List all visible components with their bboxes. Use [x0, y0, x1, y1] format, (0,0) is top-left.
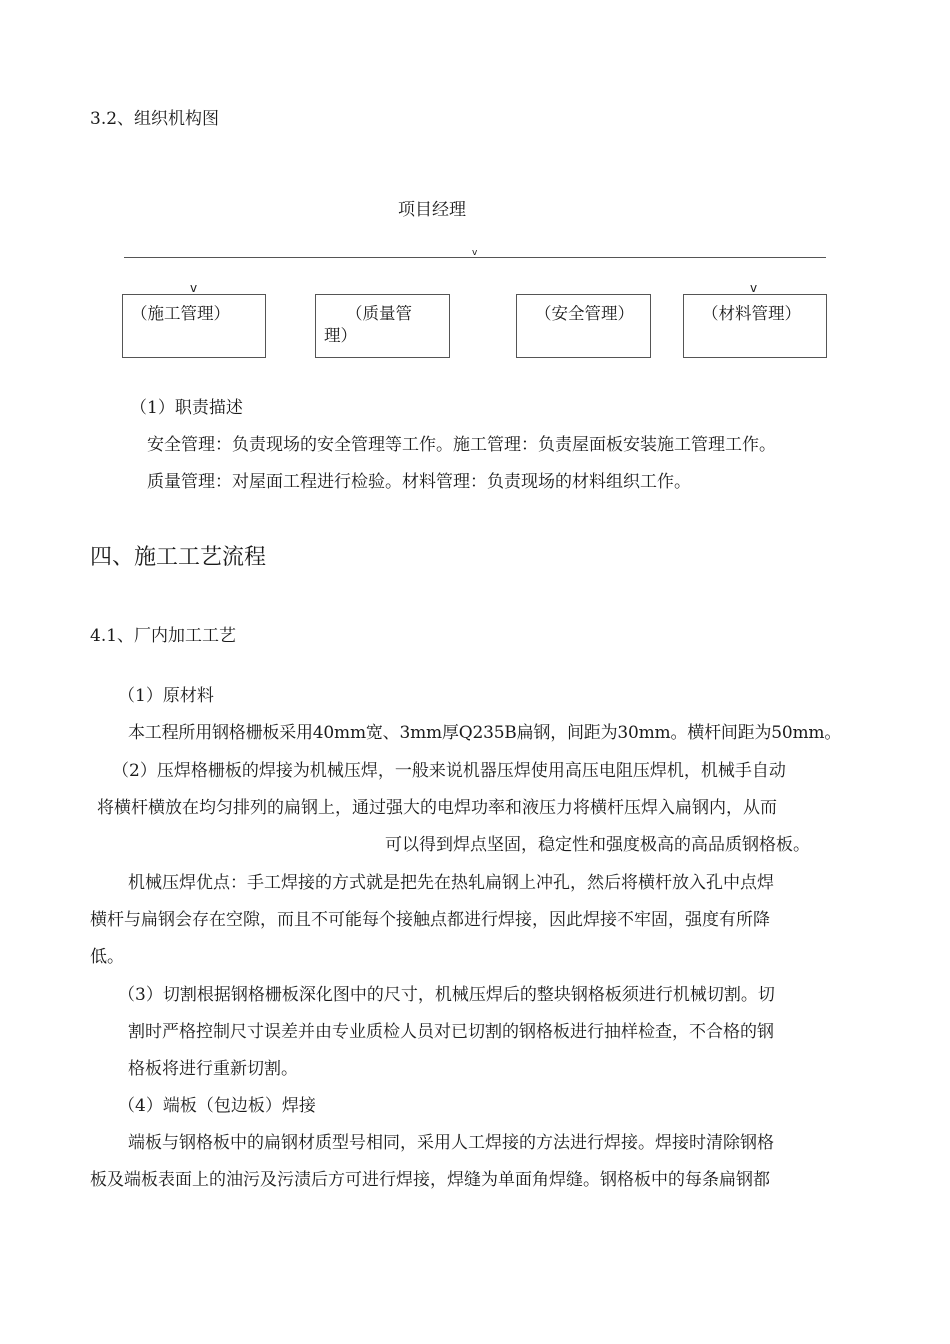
duties-line-1: 安全管理：负责现场的安全管理等工作。施工管理：负责屋面板安装施工管理工作。 [147, 435, 776, 455]
item3-line-1: （3）切割根据钢格栅板深化图中的尺寸，机械压焊后的整块钢格板须进行机械切割。切 [118, 985, 775, 1005]
org-arrow-right: v [750, 281, 758, 295]
item4-line-2: 板及端板表面上的油污及污渍后方可进行焊接，焊缝为单面角焊缝。钢格板中的每条扁钢都 [90, 1170, 770, 1190]
advantages-line-3: 低。 [90, 947, 124, 967]
item3-line-3: 格板将进行重新切割。 [128, 1059, 298, 1079]
org-top-label: 项目经理 [398, 200, 466, 220]
org-box-construction [122, 294, 266, 358]
org-box-construction-label: （施工管理） [131, 304, 230, 323]
item1-title: （1）原材料 [118, 686, 214, 706]
duties-line-2: 质量管理：对屋面工程进行检验。材料管理：负责现场的材料组织工作。 [147, 472, 691, 492]
item2-line-3: 可以得到焊点坚固，稳定性和强度极高的高品质钢格板。 [385, 835, 810, 855]
org-box-safety-label: （安全管理） [535, 304, 634, 323]
item4-title: （4）端板（包边板）焊接 [118, 1096, 316, 1116]
advantages-line-2: 横杆与扁钢会存在空隙，而且不可能每个接触点都进行焊接，因此焊接不牢固，强度有所降 [90, 910, 770, 930]
advantages-line-1: 机械压焊优点：手工焊接的方式就是把先在热轧扁钢上冲孔，然后将横杆放入孔中点焊 [128, 873, 774, 893]
item1-text: 本工程所用钢格栅板采用40mm宽、3mm厚Q235B扁钢，间距为30mm。横杆间距为50mm。 [128, 723, 842, 743]
org-arrow-left: v [190, 281, 198, 295]
org-top-arrow: v [472, 248, 478, 258]
org-box-materials [683, 294, 827, 358]
chapter-4-heading: 四、施工工艺流程 [90, 545, 267, 570]
org-connector-line [124, 257, 826, 258]
org-box-materials-label: （材料管理） [702, 304, 801, 323]
item2-line-2: 将横杆横放在均匀排列的扁钢上，通过强大的电焊功率和液压力将横杆压焊入扁钢内，从而 [97, 798, 777, 818]
item2-line-1: （2）压焊格栅板的焊接为机械压焊，一般来说机器压焊使用高压电阻压焊机，机械手自动 [112, 761, 786, 781]
section-heading-3-2: 3.2、组织机构图 [90, 109, 220, 129]
org-box-quality-label: （质量管理） [324, 304, 412, 345]
duties-heading: （1）职责描述 [130, 398, 243, 418]
org-box-quality [315, 294, 450, 358]
org-box-safety [516, 294, 651, 358]
item3-line-2: 割时严格控制尺寸误差并由专业质检人员对已切割的钢格板进行抽样检查，不合格的钢 [128, 1022, 774, 1042]
item4-line-1: 端板与钢格板中的扁钢材质型号相同，采用人工焊接的方法进行焊接。焊接时清除钢格 [128, 1133, 774, 1153]
section-heading-4-1: 4.1、厂内加工工艺 [90, 626, 237, 646]
